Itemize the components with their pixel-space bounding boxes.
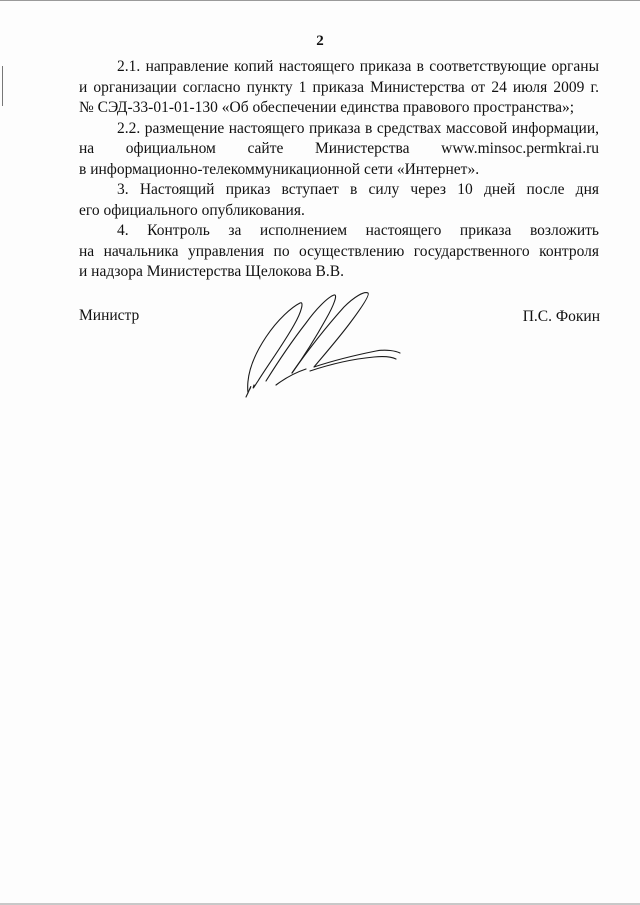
document-body — [79, 57, 599, 283]
page-number: 2 — [316, 33, 324, 49]
text-line: и надзора Министерства Щелокова В.В. — [79, 263, 344, 280]
text-line: в информационно-телекоммуникационной сети «Интернет». — [79, 160, 480, 178]
text-line: 3. Настоящий приказ вступает в силу через 10 дней после дня — [117, 181, 599, 198]
paragraph-2-1 — [79, 57, 599, 119]
text-line: 2.1. направление копий настоящего приказа в соответствующие органы — [117, 58, 599, 75]
paragraph-4 — [79, 221, 599, 283]
text-line: 2.2. размещение настоящего приказа в средствах массовой информации, — [117, 119, 599, 137]
page-top-edge — [0, 0, 640, 1]
text-line: № СЭД-33-01-01-130 «Об обеспечении единства правового пространства»; — [79, 99, 575, 116]
handwritten-signature — [236, 285, 406, 400]
signatory-name: П.С. Фокин — [522, 308, 600, 325]
signatory-title: Министр — [79, 307, 140, 324]
paragraph-3 — [79, 180, 599, 221]
text-line: на начальника управления по осуществлению государственного контроля — [79, 242, 599, 260]
scan-margin-mark — [2, 66, 3, 106]
text-line: 4. Контроль за исполнением настоящего приказа возложить — [117, 222, 599, 239]
text-line: на официальном сайте Министерства www.minsoc.permkrai.ru — [79, 140, 599, 157]
text-line: его официального опубликования. — [79, 201, 305, 219]
text-line: и организации согласно пункту 1 приказа Министерства от 24 июля 2009 г. — [79, 78, 599, 96]
paragraph-2-2 — [79, 119, 599, 181]
